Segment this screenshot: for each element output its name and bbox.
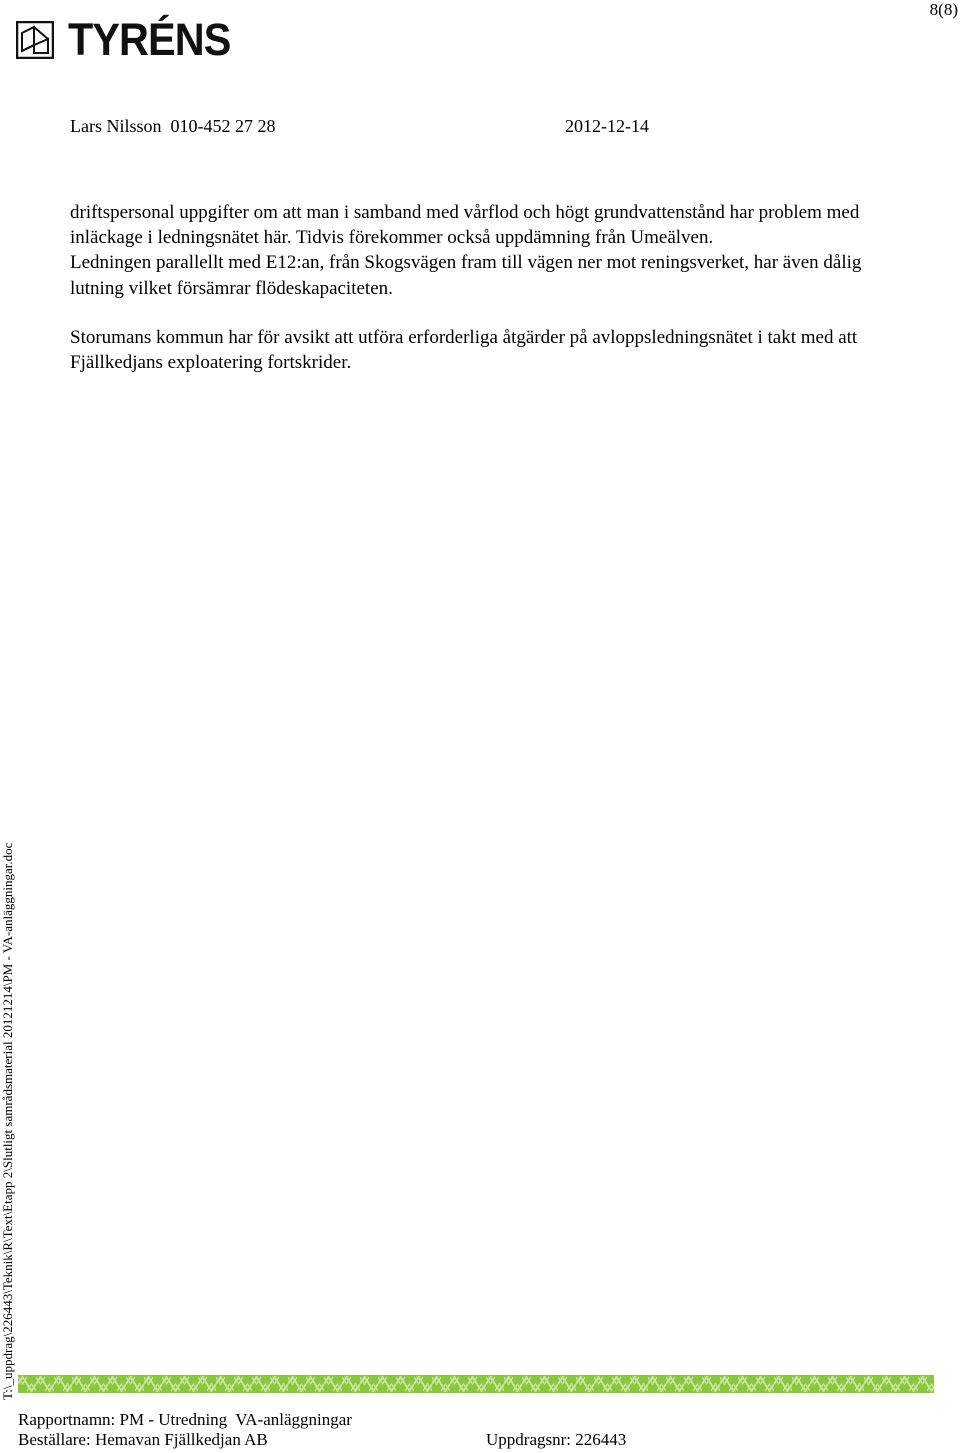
client-name: Hemavan Fjällkedjan AB [94, 1430, 268, 1449]
assignment-number: 226443 [575, 1430, 627, 1449]
assignment-info [486, 1430, 626, 1450]
author-name: Lars Nilsson [70, 116, 162, 136]
footer [18, 1410, 918, 1450]
assignment-label: Uppdragsnr: [486, 1430, 571, 1449]
footer-report-row [18, 1410, 918, 1430]
paragraph-2: Ledningen parallellt med E12:an, från Skogsvägen fram till vägen ner mot reningsverket, har även dålig lutning vilket försämrar flödeskapaciteten. [70, 252, 862, 299]
page-number: 8(8) [929, 0, 958, 19]
tyrens-wordmark: TYRÉNS [68, 14, 231, 65]
author-line [70, 115, 276, 137]
paragraph-1: driftspersonal uppgifter om att man i samband med vårflod och högt grundvattenstånd har problem med inläckage i ledningsnätet här. Tidvis förekommer också uppdämning från Umeälven. [70, 202, 860, 249]
file-path-vertical: T:\_uppdrag\226443\Teknik\R\Text\Etapp 2\Slutligt samrådsmaterial 20121214\PM - VA-anläggningar.doc [0, 842, 15, 1400]
body-text [70, 200, 880, 375]
footer-client-row [18, 1430, 918, 1450]
client-label: Beställare: [18, 1430, 91, 1449]
report-label: Rapportnamn: [18, 1410, 116, 1429]
paragraph-3: Storumans kommun har för avsikt att utföra erforderliga åtgärder på avloppsledningsnätet i takt med att Fjällkedjans exploatering fortskrider. [70, 326, 858, 374]
author-phone: 010-452 27 28 [170, 116, 276, 136]
document-date: 2012-12-14 [565, 116, 649, 136]
tyrens-logo-mark-icon [16, 21, 54, 59]
report-subject: VA-anläggningar [235, 1410, 352, 1429]
tyrens-logo [16, 14, 245, 65]
footer-pattern-band [18, 1375, 934, 1393]
report-name: PM - Utredning [119, 1410, 228, 1429]
